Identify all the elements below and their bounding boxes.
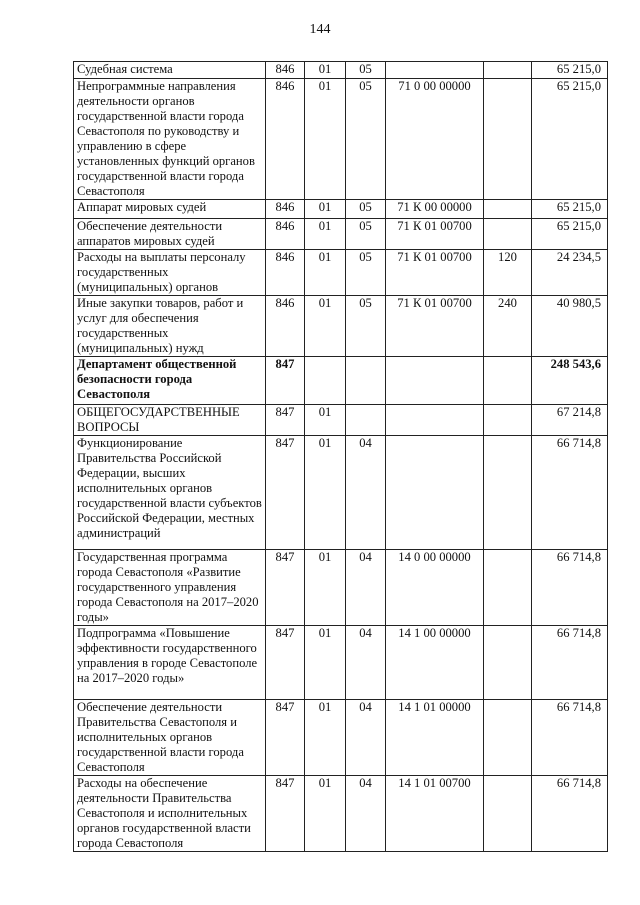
amount-cell: 66 714,8: [532, 776, 608, 852]
expense-type-cell: [484, 405, 532, 436]
ministry-code-cell: 846: [266, 79, 305, 200]
expense-type-cell: 240: [484, 296, 532, 357]
table-row: [74, 436, 608, 550]
table-row: [74, 219, 608, 250]
expense-type-cell: [484, 200, 532, 219]
table-row: [74, 357, 608, 405]
subsection-code-cell: 05: [346, 79, 386, 200]
subsection-code-cell: 05: [346, 250, 386, 296]
expense-type-cell: [484, 62, 532, 79]
amount-cell: 65 215,0: [532, 200, 608, 219]
section-code-cell: 01: [305, 79, 346, 200]
section-code-cell: 01: [305, 626, 346, 700]
target-item-cell: 14 0 00 00000: [386, 550, 484, 626]
subsection-code-cell: 04: [346, 550, 386, 626]
amount-cell: 67 214,8: [532, 405, 608, 436]
section-code-cell: 01: [305, 200, 346, 219]
ministry-code-cell: 846: [266, 219, 305, 250]
amount-cell: 66 714,8: [532, 550, 608, 626]
row-name-cell: Иные закупки товаров, работ и услуг для обеспечения государственных (муниципальных) нужд: [74, 296, 266, 357]
section-code-cell: 01: [305, 700, 346, 776]
expense-type-cell: [484, 436, 532, 550]
target-item-cell: 71 0 00 00000: [386, 79, 484, 200]
expense-type-cell: [484, 626, 532, 700]
table-row: [74, 700, 608, 776]
amount-cell: 65 215,0: [532, 219, 608, 250]
ministry-code-cell: 847: [266, 436, 305, 550]
row-name-cell: Подпрограмма «Повышение эффективности государственного управления в городе Севастополе на 2017–2020 годы»: [74, 626, 266, 700]
target-item-cell: 71 К 01 00700: [386, 296, 484, 357]
ministry-code-cell: 847: [266, 357, 305, 405]
amount-cell: 66 714,8: [532, 700, 608, 776]
row-name-cell: Департамент общественной безопасности города Севастополя: [74, 357, 266, 405]
subsection-code-cell: 04: [346, 626, 386, 700]
budget-table: [73, 61, 608, 852]
page-number: 144: [309, 22, 331, 37]
table-row: [74, 79, 608, 200]
target-item-cell: 71 К 01 00700: [386, 219, 484, 250]
ministry-code-cell: 846: [266, 200, 305, 219]
section-code-cell: 01: [305, 405, 346, 436]
table-row: [74, 296, 608, 357]
row-name-cell: Обеспечение деятельности аппаратов мировых судей: [74, 219, 266, 250]
ministry-code-cell: 847: [266, 700, 305, 776]
amount-cell: 65 215,0: [532, 62, 608, 79]
table-row: [74, 405, 608, 436]
ministry-code-cell: 847: [266, 550, 305, 626]
subsection-code-cell: [346, 357, 386, 405]
amount-cell: 24 234,5: [532, 250, 608, 296]
expense-type-cell: [484, 776, 532, 852]
row-name-cell: Государственная программа города Севастополя «Развитие государственного управления города Севастополя на 2017–2020 годы»: [74, 550, 266, 626]
section-code-cell: [305, 357, 346, 405]
amount-cell: 66 714,8: [532, 436, 608, 550]
row-name-cell: Аппарат мировых судей: [74, 200, 266, 219]
amount-cell: 248 543,6: [532, 357, 608, 405]
expense-type-cell: [484, 550, 532, 626]
ministry-code-cell: 847: [266, 405, 305, 436]
ministry-code-cell: 846: [266, 250, 305, 296]
table-row: [74, 776, 608, 852]
expense-type-cell: [484, 700, 532, 776]
amount-cell: 66 714,8: [532, 626, 608, 700]
row-name-cell: Расходы на обеспечение деятельности Правительства Севастополя и исполнительных органов государственной власти города Севастополя: [74, 776, 266, 852]
expense-type-cell: [484, 219, 532, 250]
target-item-cell: [386, 62, 484, 79]
subsection-code-cell: 04: [346, 776, 386, 852]
subsection-code-cell: 05: [346, 62, 386, 79]
row-name-cell: Непрограммные направления деятельности органов государственной власти города Севастополя по руководству и управлению в сфере установленных функций органов государственной власти города Севастополя: [74, 79, 266, 200]
expense-type-cell: 120: [484, 250, 532, 296]
table-body: [74, 62, 608, 852]
subsection-code-cell: 05: [346, 296, 386, 357]
row-name-cell: Функционирование Правительства Российской Федерации, высших исполнительных органов государственной власти субъектов Российской Федерации, местных администраций: [74, 436, 266, 550]
row-name-cell: Судебная система: [74, 62, 266, 79]
section-code-cell: 01: [305, 550, 346, 626]
section-code-cell: 01: [305, 62, 346, 79]
expense-type-cell: [484, 79, 532, 200]
subsection-code-cell: [346, 405, 386, 436]
row-name-cell: Расходы на выплаты персоналу государственных (муниципальных) органов: [74, 250, 266, 296]
target-item-cell: [386, 357, 484, 405]
table-row: [74, 626, 608, 700]
table-row: [74, 62, 608, 79]
subsection-code-cell: 05: [346, 219, 386, 250]
subsection-code-cell: 05: [346, 200, 386, 219]
target-item-cell: 14 1 01 00000: [386, 700, 484, 776]
ministry-code-cell: 847: [266, 626, 305, 700]
expense-type-cell: [484, 357, 532, 405]
row-name-cell: Обеспечение деятельности Правительства Севастополя и исполнительных органов государственной власти города Севастополя: [74, 700, 266, 776]
ministry-code-cell: 846: [266, 62, 305, 79]
target-item-cell: [386, 405, 484, 436]
target-item-cell: 14 1 01 00700: [386, 776, 484, 852]
section-code-cell: 01: [305, 776, 346, 852]
target-item-cell: [386, 436, 484, 550]
section-code-cell: 01: [305, 296, 346, 357]
subsection-code-cell: 04: [346, 700, 386, 776]
section-code-cell: 01: [305, 219, 346, 250]
target-item-cell: 14 1 00 00000: [386, 626, 484, 700]
amount-cell: 65 215,0: [532, 79, 608, 200]
table-row: [74, 550, 608, 626]
amount-cell: 40 980,5: [532, 296, 608, 357]
row-name-cell: ОБЩЕГОСУДАРСТВЕННЫЕ ВОПРОСЫ: [74, 405, 266, 436]
ministry-code-cell: 846: [266, 296, 305, 357]
ministry-code-cell: 847: [266, 776, 305, 852]
table-row: [74, 200, 608, 219]
section-code-cell: 01: [305, 250, 346, 296]
table-row: [74, 250, 608, 296]
subsection-code-cell: 04: [346, 436, 386, 550]
target-item-cell: 71 К 00 00000: [386, 200, 484, 219]
target-item-cell: 71 К 01 00700: [386, 250, 484, 296]
section-code-cell: 01: [305, 436, 346, 550]
